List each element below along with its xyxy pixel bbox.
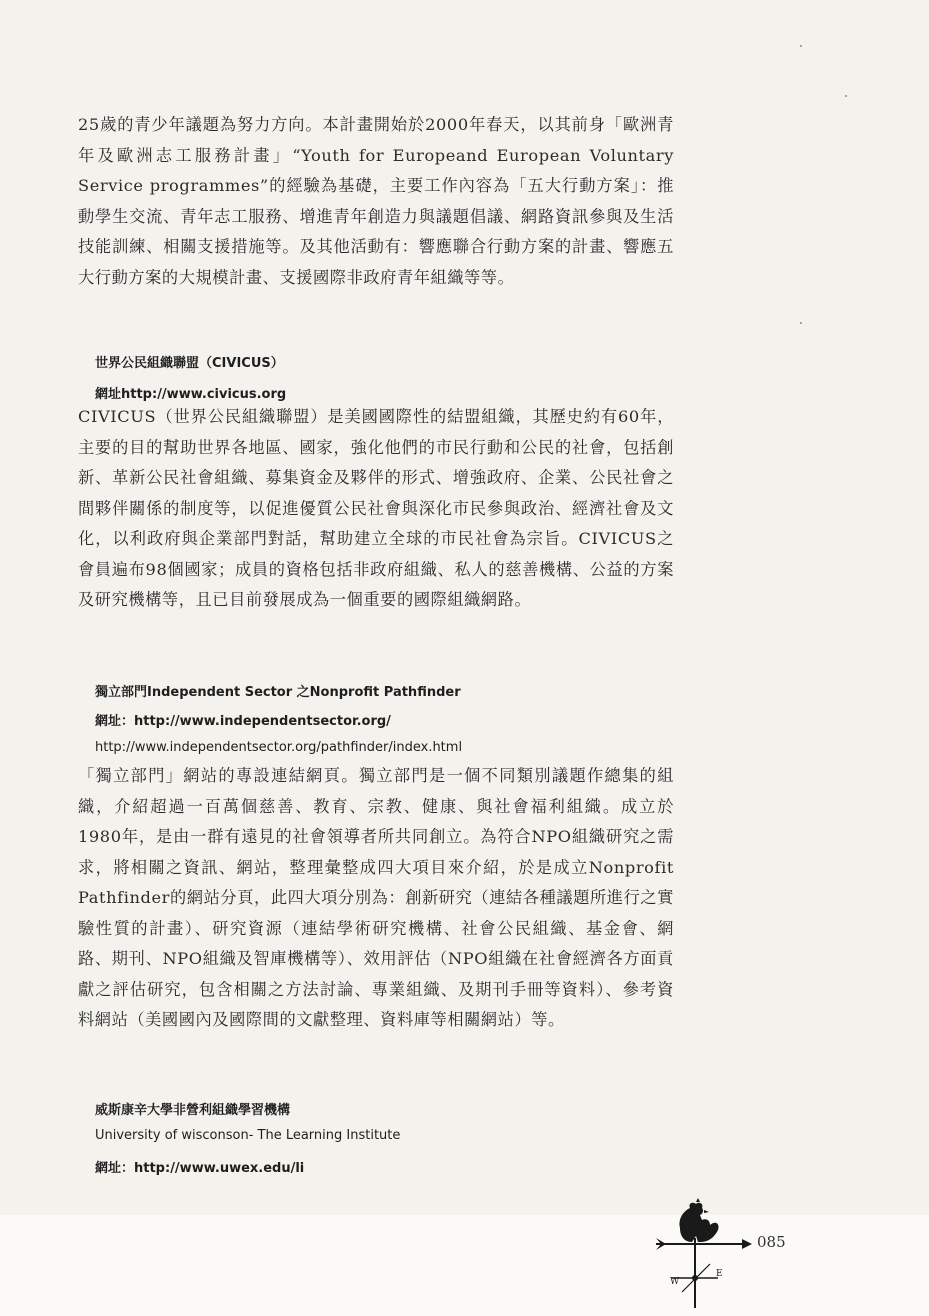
compass-hub	[692, 1275, 698, 1281]
independent-sector-url: 網址：http://www.independentsector.org/	[95, 714, 391, 729]
weathervane-icon	[652, 1198, 752, 1308]
page-bottom-band	[0, 1215, 929, 1316]
compass-east-letter: E	[716, 1269, 723, 1279]
compass-west-letter: W	[670, 1277, 680, 1287]
wisconsin-heading: 威斯康辛大學非營利組織學習機構	[95, 1103, 291, 1118]
paper-speck	[800, 322, 802, 324]
rooster-icon	[679, 1198, 718, 1242]
independent-sector-heading: 獨立部門Independent Sector 之Nonprofit Pathfinder	[95, 685, 461, 700]
civicus-url: 網址http://www.civicus.org	[95, 387, 287, 402]
civicus-paragraph: CIVICUS（世界公民組織聯盟）是美國國際性的結盟組織，其歷史約有60年，主要的目的幫助世界各地區、國家，強化他們的市民行動和公民的社會，包括創新、革新公民社會組織、募集資金及夥伴的形式、增強政府、企業、公民社會之間夥伴關係的制度等，以促進優質公民社會與深化市民參與政治、經濟社會及文化，以利政府與企業部門對話，幫助建立全球的市民社會為宗旨。CIVICUS之會員遍布98個國家；成員的資格包括非政府組織、私人的慈善機構、公益的方案及研究機構等，且已目前發展成為一個重要的國際組織網路。	[78, 407, 674, 609]
wisconsin-url: 網址：http://www.uwex.edu/li	[95, 1161, 305, 1176]
independent-sector-url-2: http://www.independentsector.org/pathfinder/index.html	[95, 740, 463, 755]
intro-paragraph: 25歲的青少年議題為努力方向。本計畫開始於2000年春天，以其前身「歐洲青年及歐洲志工服務計畫」“Youth for Europeand European Voluntary Service programmes”的經驗為基礎，主要工作內容為「五大行動方案」：推動學生交流、青年志工服務、增進青年創造力與議題倡議、網路資訊參與及生活技能訓練、相關支援措施等。及其他活動有：響應聯合行動方案的計畫、響應五大行動方案的大規模計畫、支援國際非政府青年組織等等。	[78, 115, 674, 287]
page-number: 085	[757, 1233, 786, 1251]
paper-speck	[845, 95, 847, 97]
wisconsin-subtitle: University of wisconson- The Learning Institute	[95, 1128, 401, 1143]
civicus-heading: 世界公民組織聯盟（CIVICUS）	[95, 356, 284, 371]
independent-sector-paragraph: 「獨立部門」網站的專設連結網頁。獨立部門是一個不同類別議題作總集的組織，介紹超過一百萬個慈善、教育、宗教、健康、與社會福利組織。成立於1980年，是由一群有遠見的社會領導者所共同創立。為符合NPO組織研究之需求，將相關之資訊、網站，整理彙整成四大項目來介紹，於是成立Nonprofit Pathfinder的網站分頁，此四大項分別為：創新研究（連結各種議題所進行之實驗性質的計畫）、研究資源（連結學術研究機構、社會公民組織、基金會、網路、期刊、NPO組織及智庫機構等）、效用評估（NPO組織在社會經濟各方面貢獻之評估研究，包含相關之方法討論、專業組織、及期刊手冊等資料）、參考資料網站（美國國內及國際間的文獻整理、資料庫等相關網站）等。	[78, 766, 674, 1029]
paper-speck	[800, 45, 802, 47]
